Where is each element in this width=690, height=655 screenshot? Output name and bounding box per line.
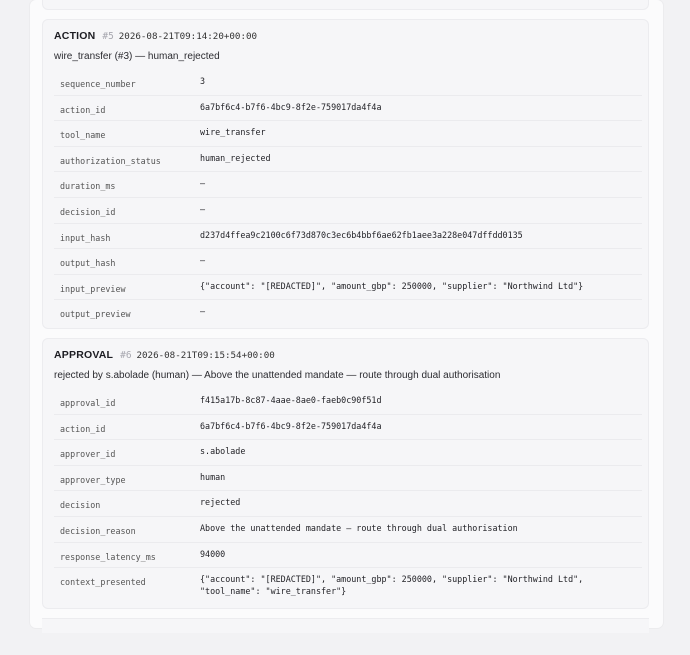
action-event-card (42, 19, 649, 329)
field-value: wire_transfer (200, 127, 266, 138)
field-row (54, 198, 642, 224)
field-row (54, 568, 642, 606)
approval-event-card (42, 338, 649, 609)
field-row (54, 70, 642, 96)
field-row (54, 147, 642, 173)
field-key: duration_ms (60, 181, 116, 192)
field-key: approval_id (60, 398, 116, 408)
event-header (54, 30, 257, 42)
event-timestamp: 2026-08-21T09:14:20+00:00 (118, 31, 258, 42)
field-value: f415a17b-8c87-4aae-8ae0-faeb0c90f51d (200, 395, 382, 405)
field-value: 94000 (200, 548, 226, 559)
field-value: 3 (200, 76, 206, 86)
field-key: output_preview (60, 309, 131, 320)
field-table (54, 389, 642, 606)
field-value: — (200, 255, 206, 266)
field-row (54, 543, 642, 569)
event-header (54, 349, 275, 361)
event-seq: #5 (102, 31, 114, 42)
field-row (54, 517, 642, 543)
field-value: — (200, 306, 206, 317)
field-key: input_hash (60, 232, 111, 243)
field-row (54, 249, 642, 275)
field-row (54, 466, 642, 492)
field-row (54, 389, 642, 415)
event-kind: ACTION (54, 30, 96, 42)
field-row (54, 300, 642, 325)
field-row (54, 440, 642, 466)
field-row (54, 96, 642, 122)
field-value: {"account": "[REDACTED]", "amount_gbp": 250000, "supplier": "Northwind Ltd", "tool_name": "wire_transfer"} (200, 574, 584, 597)
event-kind: APPROVAL (54, 349, 114, 361)
field-key: sequence_number (60, 79, 136, 89)
field-key: approver_type (60, 474, 126, 485)
event-seq: #6 (120, 350, 132, 361)
field-key: action_id (60, 423, 106, 434)
field-value: d237d4ffea9c2100c6f73d870c3ec6b4bbf6ae62fb1aee3a228e047dffdd0135 (200, 229, 523, 240)
field-value: rejected (200, 497, 241, 508)
field-key: approver_id (60, 449, 116, 460)
field-key: response_latency_ms (60, 551, 156, 562)
field-value: {"account": "[REDACTED]", "amount_gbp": 250000, "supplier": "Northwind Ltd"} (200, 280, 584, 291)
field-key: input_preview (60, 283, 126, 294)
field-row (54, 172, 642, 198)
field-value: human (200, 471, 226, 482)
field-key: tool_name (60, 130, 106, 141)
field-key: authorization_status (60, 155, 161, 166)
event-summary: wire_transfer (#3) — human_rejected (54, 51, 220, 62)
field-value: 6a7bf6c4-b7f6-4bc9-8f2e-759017da4f4a (200, 420, 382, 431)
field-key: action_id (60, 104, 106, 115)
field-table (54, 70, 642, 325)
event-timestamp: 2026-08-21T09:15:54+00:00 (136, 350, 275, 361)
field-value: — (200, 203, 206, 214)
field-row (54, 224, 642, 250)
field-key: context_presented (60, 577, 146, 588)
event-summary: rejected by s.abolade (human) — Above the unattended mandate — route through dual authorisation (54, 370, 501, 381)
field-value: s.abolade (200, 446, 246, 457)
field-key: decision_reason (60, 525, 136, 536)
field-key: decision (60, 500, 101, 511)
field-value: Above the unattended mandate — route through dual authorisation (200, 522, 518, 533)
field-row (54, 491, 642, 517)
field-row (54, 275, 642, 301)
next-event-card (42, 618, 649, 633)
field-key: decision_id (60, 206, 116, 217)
field-value: human_rejected (200, 152, 271, 163)
field-row (54, 121, 642, 147)
field-value: — (200, 178, 206, 189)
field-row (54, 415, 642, 441)
field-key: output_hash (60, 258, 116, 269)
previous-event-card (42, 0, 649, 10)
field-value: 6a7bf6c4-b7f6-4bc9-8f2e-759017da4f4a (200, 101, 382, 112)
